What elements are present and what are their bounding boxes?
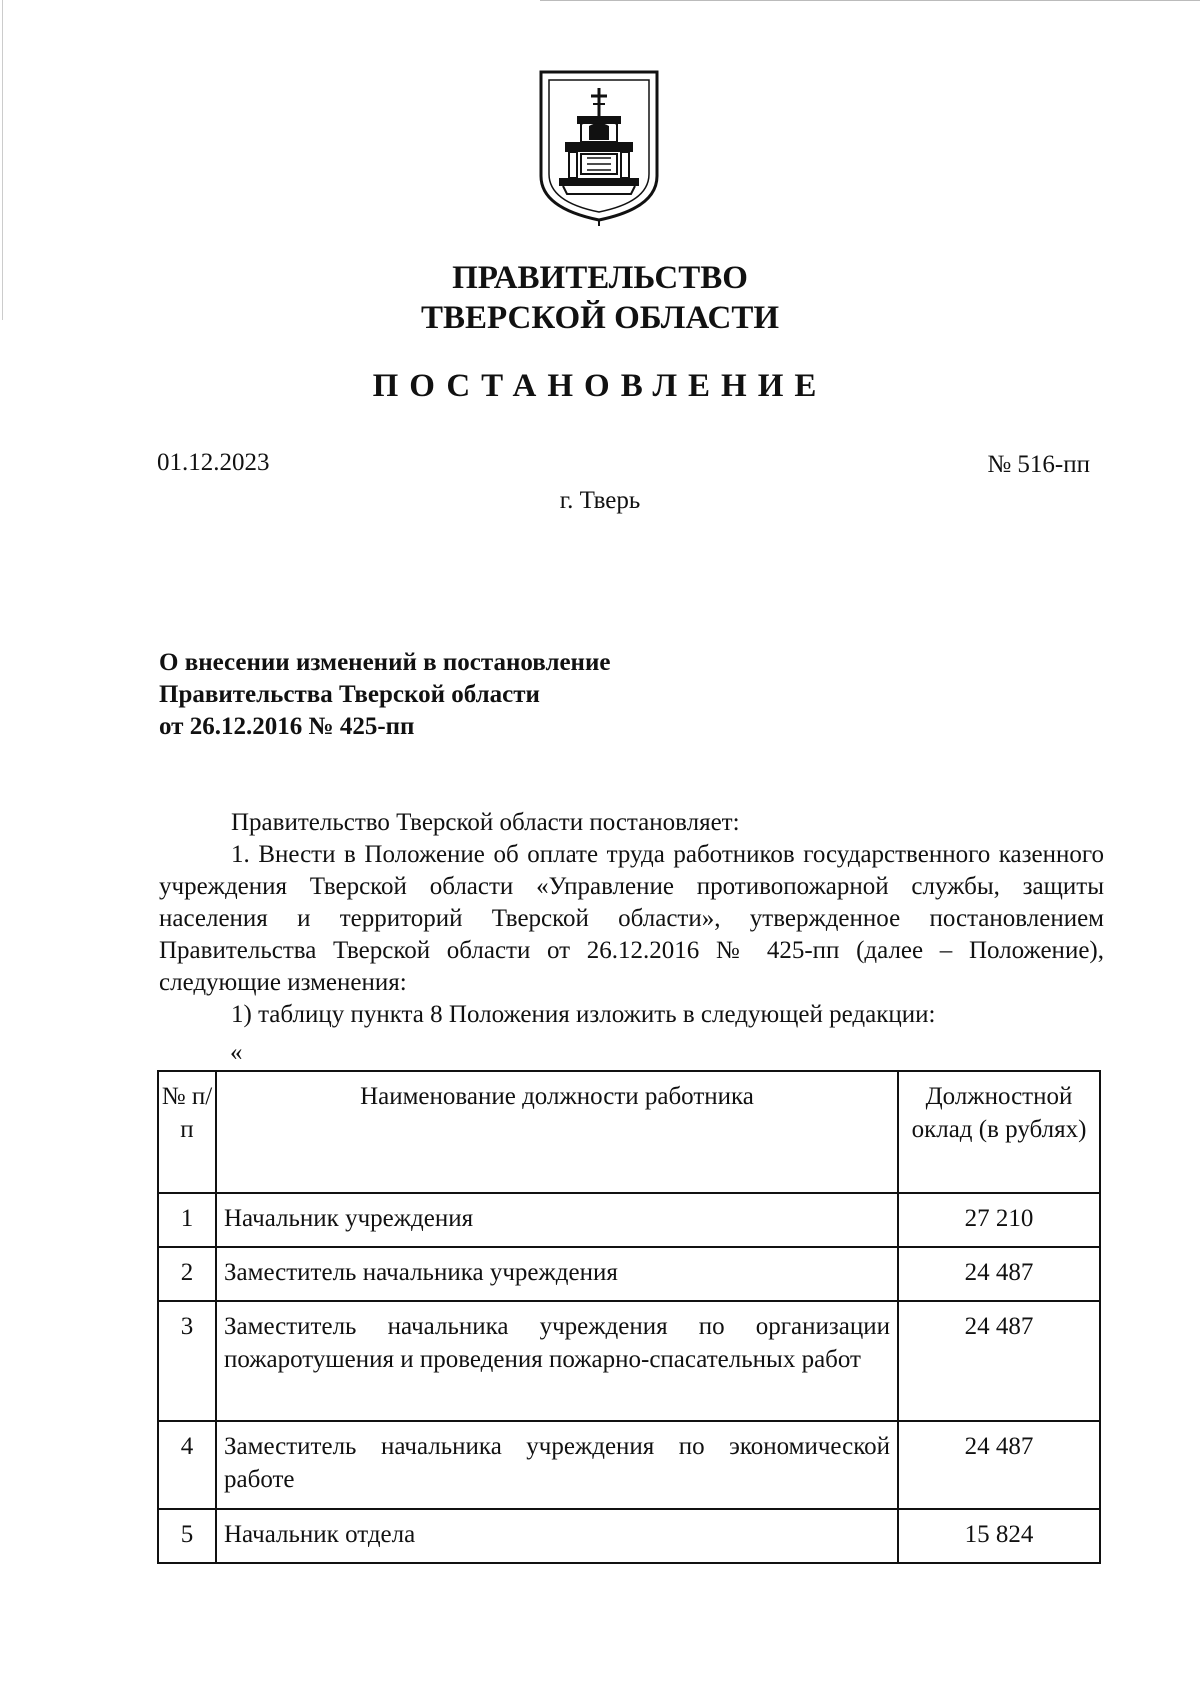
salary-table — [157, 1070, 1101, 1564]
table-row — [158, 1421, 1100, 1509]
row-num: 1 — [158, 1193, 216, 1247]
row-num: 4 — [158, 1421, 216, 1509]
row-num: 2 — [158, 1247, 216, 1301]
document-type: ПОСТАНОВЛЕНИЕ — [372, 368, 828, 404]
document-body — [159, 807, 1104, 1031]
table-row — [158, 1301, 1100, 1421]
tver-coat-of-arms-icon — [537, 68, 661, 226]
row-position: Начальник отдела — [216, 1509, 898, 1563]
table-row — [158, 1509, 1100, 1563]
body-intro: Правительство Тверской области постановляет: — [231, 809, 740, 836]
scan-edge-top — [540, 0, 1200, 1]
header-position: Наименование должности работника — [216, 1071, 898, 1193]
table-row — [158, 1193, 1100, 1247]
row-salary: 24 487 — [898, 1247, 1100, 1301]
row-salary: 24 487 — [898, 1301, 1100, 1421]
document-subject — [159, 647, 610, 743]
document-number: № 516-пп — [987, 451, 1090, 478]
government-title-line1: ПРАВИТЕЛЬСТВО — [452, 260, 748, 296]
subject-line2: Правительства Тверской области — [159, 681, 540, 708]
subject-line1: О внесении изменений в постановление — [159, 649, 611, 676]
body-subitem-1: 1) таблицу пункта 8 Положения изложить в следующей редакции: — [231, 1001, 936, 1028]
row-num: 3 — [158, 1301, 216, 1421]
body-item-1: 1. Внести в Положение об оплате труда работников государственного казенного учреждения Тверской области «Управление противопожарной службы, защиты населения и территорий Тверской области», утвержденное постановлением Правительства Тверской области от 26.12.2016 № 425-пп (далее – Положение), следующие изменения: — [159, 841, 1104, 996]
row-salary: 24 487 — [898, 1421, 1100, 1509]
government-title — [0, 258, 1200, 338]
row-position: Начальник учреждения — [216, 1193, 898, 1247]
table-header-row — [158, 1071, 1100, 1193]
row-position: Заместитель начальника учреждения — [216, 1247, 898, 1301]
row-position: Заместитель начальника учреждения по организации пожаротушения и проведения пожарно-спасательных работ — [216, 1301, 898, 1421]
header-salary: Должностной оклад (в рублях) — [898, 1071, 1100, 1193]
subject-line3: от 26.12.2016 № 425-пп — [159, 713, 415, 740]
row-salary: 15 824 — [898, 1509, 1100, 1563]
row-num: 5 — [158, 1509, 216, 1563]
header-num: № п/п — [158, 1071, 216, 1193]
table-row — [158, 1247, 1100, 1301]
row-salary: 27 210 — [898, 1193, 1100, 1247]
document-city: г. Тверь — [559, 487, 641, 514]
row-position: Заместитель начальника учреждения по экономической работе — [216, 1421, 898, 1509]
quote-open-mark: « — [230, 1039, 243, 1066]
document-date: 01.12.2023 — [157, 449, 270, 476]
government-title-line2: ТВЕРСКОЙ ОБЛАСТИ — [420, 300, 780, 336]
